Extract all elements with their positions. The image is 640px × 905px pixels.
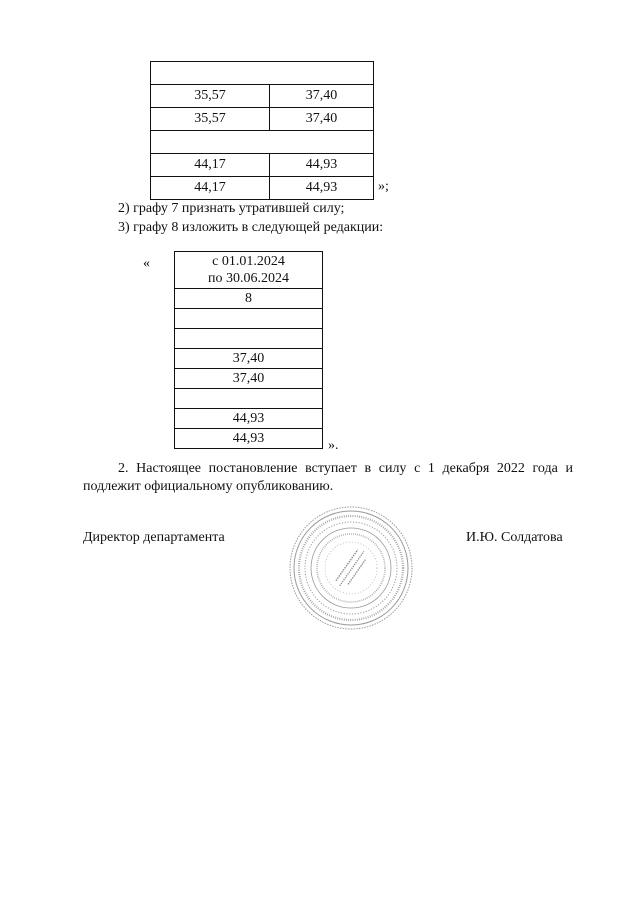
column-8-table bbox=[174, 251, 323, 449]
values-table-columns-6-7 bbox=[150, 61, 374, 200]
signatory-position: Директор департамента bbox=[83, 530, 225, 545]
table-cell: 44,93 bbox=[175, 409, 323, 429]
table-cell: 37,40 bbox=[270, 108, 374, 131]
table-cell: 44,93 bbox=[270, 154, 374, 177]
table-cell: 44,93 bbox=[175, 429, 323, 449]
official-seal-icon bbox=[288, 505, 414, 631]
table-cell: 37,40 bbox=[175, 349, 323, 369]
table-row bbox=[151, 108, 374, 131]
table-cell: 35,57 bbox=[151, 85, 270, 108]
table-row bbox=[151, 131, 374, 154]
table-row bbox=[175, 409, 323, 429]
table-row bbox=[151, 62, 374, 85]
table-cell bbox=[175, 389, 323, 409]
item-2-text: 2) графу 7 признать утратившей силу; bbox=[118, 201, 345, 216]
table-row bbox=[175, 349, 323, 369]
header-line-1: с 01.01.2024 bbox=[212, 254, 285, 269]
table-row bbox=[175, 429, 323, 449]
signatory-name: И.Ю. Солдатова bbox=[466, 530, 563, 545]
table-row bbox=[175, 289, 323, 309]
table-cell: 44,93 bbox=[270, 177, 374, 200]
table-row bbox=[175, 329, 323, 349]
table-cell bbox=[151, 62, 374, 85]
table-cell: 8 bbox=[175, 289, 323, 309]
table-cell bbox=[175, 329, 323, 349]
closing-quote-2: ». bbox=[328, 438, 339, 453]
opening-quote: « bbox=[143, 256, 150, 271]
effective-date-paragraph: 2. Настоящее постановление вступает в силу с 1 декабря 2022 года и подлежит официальному опубликованию. bbox=[83, 461, 573, 494]
item-3-text: 3) графу 8 изложить в следующей редакции: bbox=[118, 220, 384, 235]
table-cell bbox=[175, 309, 323, 329]
table-cell: 44,17 bbox=[151, 154, 270, 177]
table-cell bbox=[151, 131, 374, 154]
table-row bbox=[175, 252, 323, 289]
table-cell: 44,17 bbox=[151, 177, 270, 200]
table-row bbox=[175, 389, 323, 409]
closing-quote-1: »; bbox=[378, 179, 389, 194]
header-line-2: по 30.06.2024 bbox=[208, 271, 289, 286]
table-row bbox=[175, 309, 323, 329]
table-row bbox=[151, 177, 374, 200]
table-cell: 35,57 bbox=[151, 108, 270, 131]
table-row bbox=[151, 85, 374, 108]
table-row bbox=[175, 369, 323, 389]
table-cell: 37,40 bbox=[175, 369, 323, 389]
table-header-cell bbox=[175, 252, 323, 289]
table-row bbox=[151, 154, 374, 177]
table-cell: 37,40 bbox=[270, 85, 374, 108]
